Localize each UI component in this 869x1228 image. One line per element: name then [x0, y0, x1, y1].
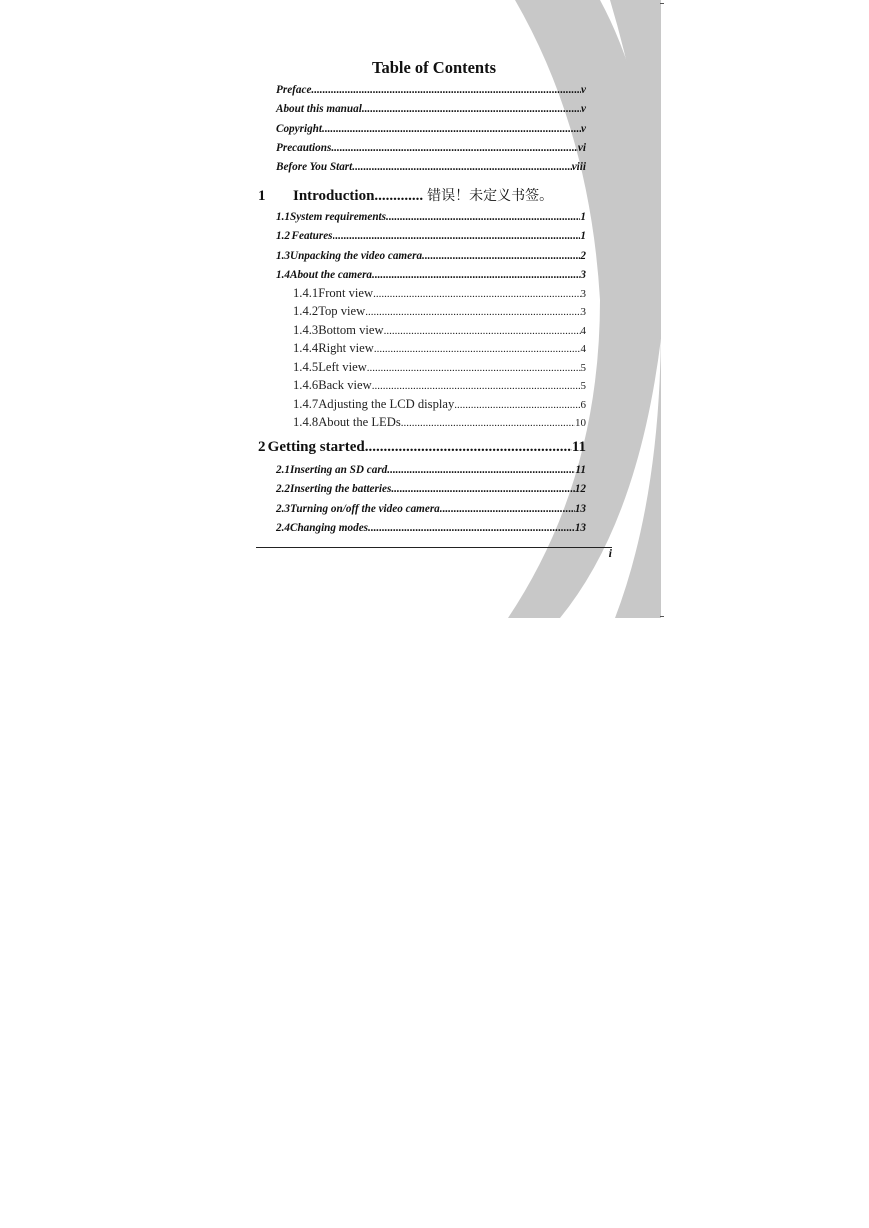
entry-label: System requirements: [289, 211, 387, 223]
leader-dots: [322, 123, 581, 135]
chapter-page: 11: [571, 439, 586, 455]
entry-page: 2: [580, 250, 586, 262]
toc-subsection-1-4-5[interactable]: [293, 360, 586, 376]
leader-dots: [333, 230, 581, 242]
toc-entry-preface[interactable]: [276, 84, 586, 100]
toc-chapter-2[interactable]: [258, 439, 586, 459]
entry-page: 5: [580, 362, 586, 374]
toc-section-2-3[interactable]: [276, 503, 586, 519]
entry-label: Front view: [318, 286, 374, 300]
toc-section-2-4[interactable]: [276, 522, 586, 538]
toc-section-1-3[interactable]: [276, 250, 586, 266]
entry-label: Adjusting the LCD display: [318, 397, 455, 411]
entry-label: Before You Start: [276, 161, 353, 173]
toc-subsection-1-4-4[interactable]: [293, 341, 586, 357]
entry-page: 1: [580, 230, 586, 242]
leader-dots: [386, 211, 580, 223]
leader-dots: [387, 464, 575, 476]
entry-label: Turning on/off the video camera: [289, 503, 440, 515]
entry-label: Inserting the batteries: [289, 483, 392, 495]
entry-label: Copyright: [276, 123, 323, 135]
subsection-number: 1.4.2: [293, 304, 319, 318]
entry-label: Inserting an SD card: [289, 464, 388, 476]
toc-section-1-4[interactable]: [276, 269, 586, 285]
leader-dots: [422, 250, 580, 262]
leader-dots: [331, 142, 578, 154]
section-number: 2.3: [276, 503, 290, 515]
chapter-label: Introduction: [293, 188, 375, 204]
entry-page: v: [581, 84, 586, 96]
leader-dots: [372, 380, 581, 392]
toc-section-2-1[interactable]: [276, 464, 586, 480]
chapter-label: Getting started: [267, 439, 365, 455]
entry-label: About the camera: [289, 269, 373, 281]
leader-dots: [367, 362, 581, 374]
toc-entry-about-manual[interactable]: [276, 103, 586, 119]
entry-label: Left view: [318, 360, 367, 374]
entry-page: 13: [574, 503, 586, 515]
entry-page: 13: [574, 522, 586, 534]
entry-label: About the LEDs: [318, 415, 401, 429]
entry-label: Right view: [318, 341, 374, 355]
entry-page: viii: [571, 161, 586, 173]
subsection-number: 1.4.7: [293, 397, 319, 411]
subsection-number: 1.4.3: [293, 323, 319, 337]
toc-subsection-1-4-3[interactable]: [293, 323, 586, 339]
entry-label: Changing modes: [289, 522, 369, 534]
entry-page: 3: [580, 306, 586, 318]
leader-dots: [368, 522, 575, 534]
entry-page: v: [581, 123, 586, 135]
leader-dots: [384, 325, 581, 337]
leader-dots: [372, 269, 580, 281]
subsection-number: 1.4.5: [293, 360, 319, 374]
entry-page: 3: [580, 288, 586, 300]
leader-dots: [365, 306, 580, 318]
entry-label: Back view: [318, 378, 372, 392]
leader-dots: [374, 343, 581, 355]
entry-page: 4: [580, 325, 586, 337]
entry-page: 6: [580, 399, 586, 411]
subsection-number: 1.4.1: [293, 286, 319, 300]
entry-page: 3: [580, 269, 586, 281]
entry-page: vi: [577, 142, 586, 154]
toc-entry-before-you-start[interactable]: [276, 161, 586, 177]
leader-dots: [362, 103, 581, 115]
toc-section-1-2[interactable]: [276, 230, 586, 246]
bookmark-error-text: 错误！未定义书签。: [427, 188, 554, 204]
leader-dots: [365, 439, 572, 456]
chapter-number: 1: [258, 188, 266, 204]
leader-dots: .............: [374, 188, 424, 204]
leader-dots: [391, 483, 575, 495]
section-number: 2.2: [276, 483, 290, 495]
subsection-number: 1.4.8: [293, 415, 319, 429]
entry-page: 10: [575, 417, 586, 429]
entry-label: Bottom view: [318, 323, 384, 337]
toc-subsection-1-4-6[interactable]: [293, 378, 586, 394]
section-number: 1.2: [276, 230, 290, 242]
section-number: 1.1: [276, 211, 290, 223]
section-number: 2.1: [276, 464, 290, 476]
entry-page: 4: [580, 343, 586, 355]
toc-chapter-1[interactable]: [258, 185, 586, 205]
entry-label: Unpacking the video camera: [289, 250, 423, 262]
leader-dots: [401, 417, 575, 429]
section-number: 2.4: [276, 522, 290, 534]
leader-dots: [352, 161, 571, 173]
footer-rule: [256, 547, 612, 548]
toc-entry-copyright[interactable]: [276, 123, 586, 139]
toc-subsection-1-4-7[interactable]: [293, 397, 586, 413]
entry-label: Top view: [318, 304, 366, 318]
section-number: 1.3: [276, 250, 290, 262]
toc-subsection-1-4-1[interactable]: [293, 286, 586, 302]
entry-page: 5: [580, 380, 586, 392]
toc-subsection-1-4-2[interactable]: [293, 304, 586, 320]
entry-page: 11: [575, 464, 586, 476]
leader-dots: [440, 503, 575, 515]
leader-dots: [311, 84, 581, 96]
entry-page: v: [581, 103, 586, 115]
toc-entry-precautions[interactable]: [276, 142, 586, 158]
toc-title: Table of Contents: [371, 58, 497, 77]
chapter-number: 2: [258, 439, 266, 455]
page-number: i: [608, 546, 612, 560]
toc-section-2-2[interactable]: [276, 483, 586, 499]
leader-dots: [373, 288, 580, 300]
leader-dots: [454, 399, 580, 411]
toc-subsection-1-4-8[interactable]: [293, 415, 586, 431]
subsection-number: 1.4.4: [293, 341, 319, 355]
subsection-number: 1.4.6: [293, 378, 319, 392]
toc-section-1-1[interactable]: [276, 211, 586, 227]
entry-label: Precautions: [276, 142, 332, 154]
entry-page: 12: [574, 483, 586, 495]
entry-page: 1: [580, 211, 586, 223]
section-number: 1.4: [276, 269, 290, 281]
entry-label: About this manual: [276, 103, 362, 115]
entry-label: Features: [291, 230, 333, 242]
entry-label: Preface: [276, 84, 312, 96]
